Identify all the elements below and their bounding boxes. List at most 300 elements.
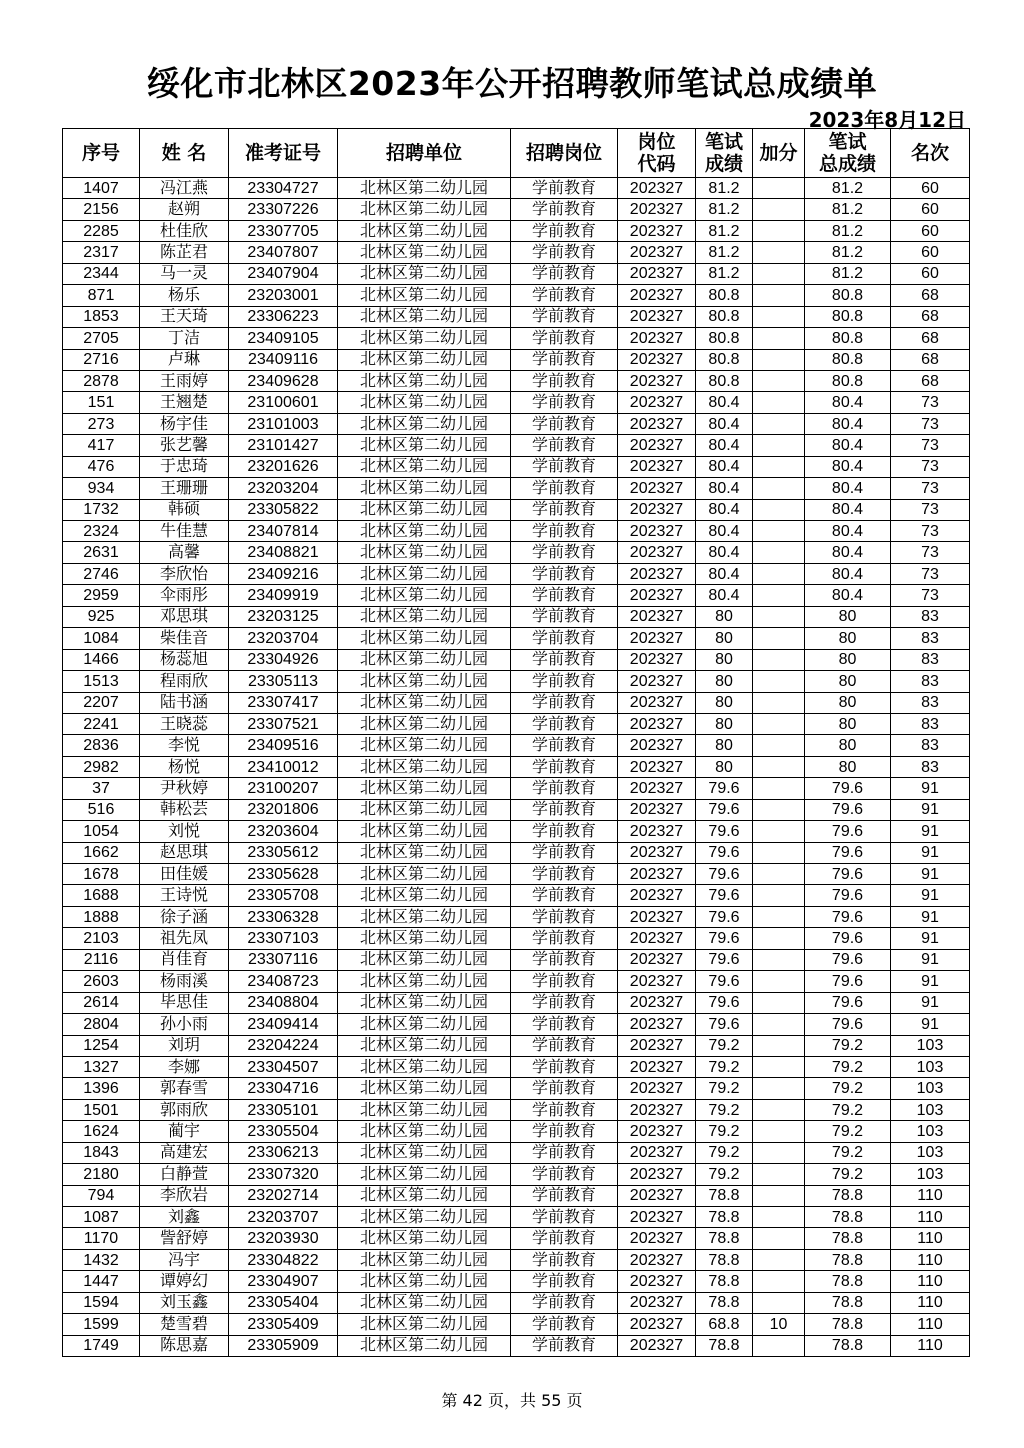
cell-seq: 273	[63, 413, 140, 434]
cell-exam-no: 23407807	[229, 242, 338, 263]
header-written-score-line1: 笔试	[704, 131, 743, 153]
cell-position-code: 202327	[618, 1228, 696, 1249]
cell-position: 学前教育	[511, 735, 618, 756]
cell-unit: 北林区第二幼儿园	[338, 285, 511, 306]
cell-written-score: 80.8	[696, 285, 753, 306]
cell-exam-no: 23305909	[229, 1335, 338, 1356]
cell-position: 学前教育	[511, 821, 618, 842]
cell-position-code: 202327	[618, 1078, 696, 1099]
cell-position: 学前教育	[511, 799, 618, 820]
cell-unit: 北林区第二幼儿园	[338, 906, 511, 927]
cell-position-code: 202327	[618, 199, 696, 220]
cell-name: 杜佳欣	[140, 220, 229, 241]
cell-bonus	[753, 563, 805, 584]
cell-position: 学前教育	[511, 1314, 618, 1335]
cell-position: 学前教育	[511, 1271, 618, 1292]
cell-bonus	[753, 220, 805, 241]
cell-unit: 北林区第二幼儿园	[338, 842, 511, 863]
table-row	[63, 971, 970, 992]
table-row	[63, 178, 970, 199]
cell-exam-no: 23409516	[229, 735, 338, 756]
cell-total-score: 80.8	[805, 306, 891, 327]
cell-name: 刘玥	[140, 1035, 229, 1056]
cell-seq: 1396	[63, 1078, 140, 1099]
cell-written-score: 79.6	[696, 928, 753, 949]
cell-bonus	[753, 178, 805, 199]
cell-seq: 1749	[63, 1335, 140, 1356]
cell-bonus	[753, 906, 805, 927]
table-row	[63, 1314, 970, 1335]
cell-seq: 2982	[63, 756, 140, 777]
cell-position-code: 202327	[618, 1142, 696, 1163]
cell-total-score: 79.6	[805, 992, 891, 1013]
cell-unit: 北林区第二幼儿园	[338, 628, 511, 649]
table-row	[63, 413, 970, 434]
cell-seq: 2631	[63, 542, 140, 563]
cell-unit: 北林区第二幼儿园	[338, 478, 511, 499]
cell-unit: 北林区第二幼儿园	[338, 392, 511, 413]
cell-position: 学前教育	[511, 649, 618, 670]
cell-seq: 2344	[63, 263, 140, 284]
cell-total-score: 79.6	[805, 799, 891, 820]
cell-position: 学前教育	[511, 928, 618, 949]
table-row	[63, 1121, 970, 1142]
header-position: 招聘岗位	[511, 129, 618, 178]
cell-exam-no: 23305612	[229, 842, 338, 863]
table-row	[63, 906, 970, 927]
cell-position: 学前教育	[511, 413, 618, 434]
cell-position: 学前教育	[511, 242, 618, 263]
cell-written-score: 68.8	[696, 1314, 753, 1335]
cell-unit: 北林区第二幼儿园	[338, 349, 511, 370]
cell-position-code: 202327	[618, 392, 696, 413]
cell-position-code: 202327	[618, 1014, 696, 1035]
cell-seq: 1732	[63, 499, 140, 520]
cell-name: 谭婷幻	[140, 1271, 229, 1292]
cell-seq: 1054	[63, 821, 140, 842]
table-row	[63, 1099, 970, 1120]
cell-unit: 北林区第二幼儿园	[338, 306, 511, 327]
cell-position-code: 202327	[618, 285, 696, 306]
cell-position-code: 202327	[618, 328, 696, 349]
cell-seq: 2804	[63, 1014, 140, 1035]
cell-rank: 103	[891, 1099, 970, 1120]
cell-seq: 1624	[63, 1121, 140, 1142]
cell-written-score: 79.6	[696, 885, 753, 906]
cell-unit: 北林区第二幼儿园	[338, 199, 511, 220]
cell-seq: 1087	[63, 1207, 140, 1228]
cell-unit: 北林区第二幼儿园	[338, 220, 511, 241]
cell-exam-no: 23408723	[229, 971, 338, 992]
cell-total-score: 80.4	[805, 456, 891, 477]
table-row	[63, 392, 970, 413]
cell-exam-no: 23307320	[229, 1164, 338, 1185]
cell-exam-no: 23304822	[229, 1249, 338, 1270]
cell-position: 学前教育	[511, 585, 618, 606]
cell-unit: 北林区第二幼儿园	[338, 585, 511, 606]
cell-seq: 2836	[63, 735, 140, 756]
cell-position: 学前教育	[511, 542, 618, 563]
cell-exam-no: 23304926	[229, 649, 338, 670]
cell-unit: 北林区第二幼儿园	[338, 563, 511, 584]
cell-total-score: 80.8	[805, 370, 891, 391]
cell-unit: 北林区第二幼儿园	[338, 1249, 511, 1270]
cell-written-score: 79.6	[696, 842, 753, 863]
cell-exam-no: 23304727	[229, 178, 338, 199]
cell-name: 高建宏	[140, 1142, 229, 1163]
table-row	[63, 542, 970, 563]
cell-bonus	[753, 992, 805, 1013]
cell-rank: 68	[891, 349, 970, 370]
cell-total-score: 78.8	[805, 1207, 891, 1228]
cell-name: 祖先凤	[140, 928, 229, 949]
cell-exam-no: 23304907	[229, 1271, 338, 1292]
cell-name: 韩松芸	[140, 799, 229, 820]
cell-rank: 103	[891, 1164, 970, 1185]
cell-exam-no: 23203604	[229, 821, 338, 842]
cell-unit: 北林区第二幼儿园	[338, 542, 511, 563]
cell-seq: 925	[63, 606, 140, 627]
cell-total-score: 79.2	[805, 1142, 891, 1163]
cell-total-score: 80	[805, 628, 891, 649]
cell-position-code: 202327	[618, 1164, 696, 1185]
cell-name: 刘悦	[140, 821, 229, 842]
cell-name: 韩硕	[140, 499, 229, 520]
cell-written-score: 80	[696, 692, 753, 713]
cell-exam-no: 23203204	[229, 478, 338, 499]
cell-seq: 1678	[63, 864, 140, 885]
cell-exam-no: 23100601	[229, 392, 338, 413]
cell-position-code: 202327	[618, 606, 696, 627]
cell-total-score: 79.6	[805, 949, 891, 970]
table-row	[63, 521, 970, 542]
table-row	[63, 1249, 970, 1270]
cell-total-score: 79.6	[805, 1014, 891, 1035]
cell-exam-no: 23407904	[229, 263, 338, 284]
cell-bonus	[753, 435, 805, 456]
cell-exam-no: 23409116	[229, 349, 338, 370]
cell-unit: 北林区第二幼儿园	[338, 178, 511, 199]
cell-exam-no: 23307116	[229, 949, 338, 970]
table-row	[63, 370, 970, 391]
cell-position: 学前教育	[511, 370, 618, 391]
cell-total-score: 80.4	[805, 499, 891, 520]
cell-unit: 北林区第二幼儿园	[338, 1142, 511, 1163]
cell-rank: 83	[891, 692, 970, 713]
cell-seq: 2317	[63, 242, 140, 263]
cell-bonus	[753, 413, 805, 434]
cell-bonus	[753, 928, 805, 949]
cell-exam-no: 23201806	[229, 799, 338, 820]
cell-written-score: 79.6	[696, 992, 753, 1013]
cell-position-code: 202327	[618, 821, 696, 842]
cell-seq: 2207	[63, 692, 140, 713]
cell-bonus	[753, 1207, 805, 1228]
cell-position: 学前教育	[511, 692, 618, 713]
cell-name: 孙小雨	[140, 1014, 229, 1035]
cell-exam-no: 23304716	[229, 1078, 338, 1099]
cell-bonus	[753, 1271, 805, 1292]
cell-rank: 83	[891, 713, 970, 734]
cell-exam-no: 23407814	[229, 521, 338, 542]
cell-rank: 103	[891, 1121, 970, 1142]
cell-rank: 73	[891, 478, 970, 499]
cell-position: 学前教育	[511, 199, 618, 220]
cell-position: 学前教育	[511, 306, 618, 327]
cell-written-score: 79.6	[696, 949, 753, 970]
cell-bonus	[753, 1014, 805, 1035]
table-row	[63, 349, 970, 370]
cell-written-score: 79.6	[696, 971, 753, 992]
cell-written-score: 80.4	[696, 478, 753, 499]
cell-unit: 北林区第二幼儿园	[338, 992, 511, 1013]
cell-position: 学前教育	[511, 606, 618, 627]
cell-seq: 2614	[63, 992, 140, 1013]
cell-unit: 北林区第二幼儿园	[338, 1099, 511, 1120]
cell-exam-no: 23410012	[229, 756, 338, 777]
cell-seq: 1513	[63, 671, 140, 692]
cell-rank: 110	[891, 1292, 970, 1313]
cell-position-code: 202327	[618, 928, 696, 949]
cell-bonus	[753, 821, 805, 842]
table-row	[63, 649, 970, 670]
cell-position-code: 202327	[618, 885, 696, 906]
cell-written-score: 80.8	[696, 349, 753, 370]
cell-exam-no: 23101003	[229, 413, 338, 434]
cell-total-score: 80.8	[805, 285, 891, 306]
cell-total-score: 80.4	[805, 392, 891, 413]
cell-position: 学前教育	[511, 1056, 618, 1077]
cell-position: 学前教育	[511, 1121, 618, 1142]
cell-position: 学前教育	[511, 756, 618, 777]
table-row	[63, 263, 970, 284]
cell-bonus	[753, 1164, 805, 1185]
cell-name: 王天琦	[140, 306, 229, 327]
cell-unit: 北林区第二幼儿园	[338, 1207, 511, 1228]
cell-unit: 北林区第二幼儿园	[338, 606, 511, 627]
cell-seq: 1599	[63, 1314, 140, 1335]
cell-position: 学前教育	[511, 1099, 618, 1120]
cell-name: 蔺宇	[140, 1121, 229, 1142]
header-bonus: 加分	[753, 129, 805, 178]
cell-position-code: 202327	[618, 456, 696, 477]
cell-exam-no: 23305822	[229, 499, 338, 520]
cell-written-score: 80	[696, 671, 753, 692]
cell-name: 李欣岩	[140, 1185, 229, 1206]
cell-unit: 北林区第二幼儿园	[338, 864, 511, 885]
table-row	[63, 1078, 970, 1099]
cell-unit: 北林区第二幼儿园	[338, 435, 511, 456]
cell-name: 冯宇	[140, 1249, 229, 1270]
header-position-code-line2: 代码	[637, 153, 676, 175]
cell-position-code: 202327	[618, 649, 696, 670]
cell-bonus	[753, 971, 805, 992]
cell-unit: 北林区第二幼儿园	[338, 1035, 511, 1056]
cell-name: 杨雨溪	[140, 971, 229, 992]
cell-rank: 103	[891, 1142, 970, 1163]
cell-unit: 北林区第二幼儿园	[338, 1164, 511, 1185]
cell-unit: 北林区第二幼儿园	[338, 649, 511, 670]
cell-written-score: 78.8	[696, 1185, 753, 1206]
cell-position: 学前教育	[511, 285, 618, 306]
cell-written-score: 79.2	[696, 1099, 753, 1120]
cell-position-code: 202327	[618, 563, 696, 584]
cell-total-score: 80.4	[805, 563, 891, 584]
cell-bonus	[753, 628, 805, 649]
cell-unit: 北林区第二幼儿园	[338, 1314, 511, 1335]
cell-rank: 110	[891, 1335, 970, 1356]
cell-written-score: 81.2	[696, 242, 753, 263]
header-position-code-line1: 岗位	[637, 131, 676, 153]
cell-rank: 60	[891, 263, 970, 284]
cell-position: 学前教育	[511, 1014, 618, 1035]
header-unit: 招聘单位	[338, 129, 511, 178]
cell-rank: 91	[891, 778, 970, 799]
cell-name: 李悦	[140, 735, 229, 756]
cell-total-score: 80	[805, 713, 891, 734]
cell-rank: 60	[891, 220, 970, 241]
cell-written-score: 80.4	[696, 499, 753, 520]
cell-rank: 73	[891, 563, 970, 584]
cell-position-code: 202327	[618, 413, 696, 434]
cell-position-code: 202327	[618, 692, 696, 713]
table-row	[63, 821, 970, 842]
cell-name: 刘玉鑫	[140, 1292, 229, 1313]
table-row	[63, 199, 970, 220]
cell-exam-no: 23203930	[229, 1228, 338, 1249]
cell-position: 学前教育	[511, 949, 618, 970]
cell-unit: 北林区第二幼儿园	[338, 971, 511, 992]
cell-rank: 91	[891, 906, 970, 927]
cell-bonus	[753, 713, 805, 734]
cell-unit: 北林区第二幼儿园	[338, 799, 511, 820]
header-position-code	[618, 129, 696, 178]
table-row	[63, 1335, 970, 1356]
cell-rank: 73	[891, 435, 970, 456]
table-row	[63, 435, 970, 456]
cell-exam-no: 23409216	[229, 563, 338, 584]
cell-total-score: 78.8	[805, 1292, 891, 1313]
cell-bonus	[753, 842, 805, 863]
cell-bonus	[753, 799, 805, 820]
cell-rank: 91	[891, 1014, 970, 1035]
cell-bonus	[753, 1142, 805, 1163]
cell-bonus	[753, 542, 805, 563]
cell-written-score: 80	[696, 649, 753, 670]
cell-rank: 110	[891, 1249, 970, 1270]
cell-total-score: 80.8	[805, 349, 891, 370]
cell-total-score: 79.6	[805, 778, 891, 799]
cell-seq: 1843	[63, 1142, 140, 1163]
cell-total-score: 80.4	[805, 435, 891, 456]
cell-total-score: 80	[805, 756, 891, 777]
cell-unit: 北林区第二幼儿园	[338, 1078, 511, 1099]
table-row	[63, 713, 970, 734]
cell-bonus	[753, 1292, 805, 1313]
cell-rank: 83	[891, 606, 970, 627]
cell-position-code: 202327	[618, 671, 696, 692]
cell-exam-no: 23409105	[229, 328, 338, 349]
cell-unit: 北林区第二幼儿园	[338, 328, 511, 349]
cell-exam-no: 23304507	[229, 1056, 338, 1077]
cell-position: 学前教育	[511, 1228, 618, 1249]
cell-bonus	[753, 692, 805, 713]
table-row	[63, 928, 970, 949]
cell-rank: 91	[891, 799, 970, 820]
cell-position: 学前教育	[511, 563, 618, 584]
cell-exam-no: 23307417	[229, 692, 338, 713]
table-body	[63, 178, 970, 1357]
cell-rank: 103	[891, 1056, 970, 1077]
cell-position-code: 202327	[618, 1335, 696, 1356]
cell-rank: 73	[891, 456, 970, 477]
cell-rank: 68	[891, 328, 970, 349]
cell-seq: 2180	[63, 1164, 140, 1185]
cell-rank: 83	[891, 735, 970, 756]
cell-position: 学前教育	[511, 971, 618, 992]
cell-position: 学前教育	[511, 1142, 618, 1163]
cell-written-score: 79.6	[696, 864, 753, 885]
table-row	[63, 306, 970, 327]
table-row	[63, 671, 970, 692]
cell-bonus	[753, 735, 805, 756]
table-row	[63, 1035, 970, 1056]
cell-position: 学前教育	[511, 1207, 618, 1228]
cell-position-code: 202327	[618, 842, 696, 863]
cell-name: 杨蕊旭	[140, 649, 229, 670]
cell-total-score: 78.8	[805, 1271, 891, 1292]
cell-seq: 1594	[63, 1292, 140, 1313]
cell-exam-no: 23307103	[229, 928, 338, 949]
cell-position-code: 202327	[618, 349, 696, 370]
cell-unit: 北林区第二幼儿园	[338, 370, 511, 391]
table-row	[63, 842, 970, 863]
cell-rank: 73	[891, 542, 970, 563]
cell-exam-no: 23305628	[229, 864, 338, 885]
cell-seq: 1662	[63, 842, 140, 863]
table-row	[63, 220, 970, 241]
cell-name: 王翘楚	[140, 392, 229, 413]
cell-total-score: 79.6	[805, 971, 891, 992]
cell-unit: 北林区第二幼儿园	[338, 456, 511, 477]
cell-name: 杨宇佳	[140, 413, 229, 434]
cell-position-code: 202327	[618, 370, 696, 391]
table-row	[63, 285, 970, 306]
cell-bonus	[753, 606, 805, 627]
cell-position-code: 202327	[618, 220, 696, 241]
cell-written-score: 80.4	[696, 542, 753, 563]
cell-name: 訾舒婷	[140, 1228, 229, 1249]
cell-seq: 516	[63, 799, 140, 820]
cell-exam-no: 23202714	[229, 1185, 338, 1206]
cell-name: 张艺馨	[140, 435, 229, 456]
cell-seq: 1466	[63, 649, 140, 670]
cell-written-score: 80	[696, 628, 753, 649]
cell-rank: 91	[891, 971, 970, 992]
cell-position-code: 202327	[618, 864, 696, 885]
cell-bonus	[753, 885, 805, 906]
cell-exam-no: 23100207	[229, 778, 338, 799]
cell-written-score: 79.6	[696, 821, 753, 842]
cell-name: 卢琳	[140, 349, 229, 370]
cell-written-score: 79.2	[696, 1035, 753, 1056]
cell-name: 李娜	[140, 1056, 229, 1077]
cell-name: 白静萱	[140, 1164, 229, 1185]
table-row	[63, 949, 970, 970]
cell-position-code: 202327	[618, 1207, 696, 1228]
cell-position: 学前教育	[511, 885, 618, 906]
cell-bonus	[753, 328, 805, 349]
